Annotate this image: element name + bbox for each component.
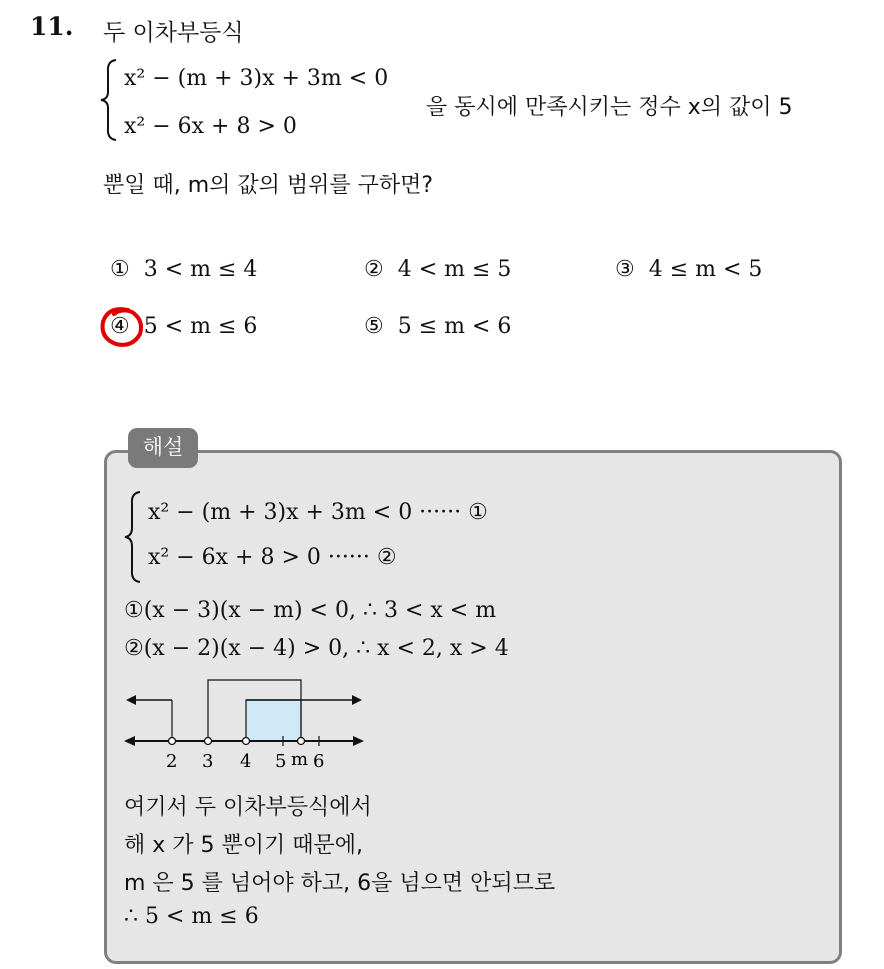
question-text-right: 을 동시에 만족시키는 정수 x의 값이 5 bbox=[426, 95, 793, 120]
solution-conclusion: ∴ 5 < m ≤ 6 bbox=[124, 904, 259, 929]
system-line-2: x² − 6x + 8 > 0 bbox=[124, 114, 297, 139]
choice-2[interactable] bbox=[364, 257, 511, 282]
tick-label-3: 3 bbox=[202, 751, 214, 772]
left-brace-icon bbox=[98, 58, 120, 142]
solution-step-1: ①(x − 3)(x − m) < 0, ∴ 3 < x < m bbox=[124, 598, 497, 623]
choice-mark: ⑤ bbox=[364, 314, 384, 339]
choice-expr: 3 < m ≤ 4 bbox=[143, 257, 258, 282]
choice-1[interactable] bbox=[110, 257, 257, 282]
solution-text-2: 해 x 가 5 뿐이기 때문에, bbox=[124, 833, 363, 858]
choice-expr: 5 ≤ m < 6 bbox=[397, 314, 512, 339]
choice-mark: ② bbox=[364, 257, 384, 282]
choice-expr: 4 < m ≤ 5 bbox=[397, 257, 512, 282]
choice-5[interactable] bbox=[364, 314, 511, 339]
tick-label-6: 6 bbox=[313, 751, 325, 772]
system-line-1: x² − (m + 3)x + 3m < 0 bbox=[124, 66, 389, 91]
choice-mark: ③ bbox=[615, 257, 635, 282]
choice-mark: ① bbox=[110, 257, 130, 282]
selection-circle-icon bbox=[98, 304, 148, 350]
number-line-diagram bbox=[120, 676, 370, 776]
solution-text-3: m 은 5 를 넘어야 하고, 6을 넘으면 안되므로 bbox=[124, 871, 556, 896]
choice-mark: ④ bbox=[110, 314, 130, 339]
solution-region bbox=[246, 700, 301, 741]
tick-label-4: 4 bbox=[240, 751, 252, 772]
choice-expr: 4 ≤ m < 5 bbox=[648, 257, 763, 282]
solution-system-line-2: x² − 6x + 8 > 0 ······ ② bbox=[148, 545, 397, 570]
choice-3[interactable] bbox=[615, 257, 762, 282]
question-text-cont: 뿐일 때, m의 값의 범위를 구하면? bbox=[103, 173, 434, 198]
tick-label-5: 5 bbox=[275, 751, 287, 772]
solution-tag: 해설 bbox=[128, 428, 198, 468]
solution-text-1: 여기서 두 이차부등식에서 bbox=[124, 795, 372, 820]
question-intro: 두 이차부등식 bbox=[103, 20, 244, 46]
tick-label-2: 2 bbox=[166, 751, 178, 772]
solution-system-line-1: x² − (m + 3)x + 3m < 0 ······ ① bbox=[148, 500, 488, 525]
solution-brace-icon bbox=[122, 490, 144, 584]
choice-expr: 5 < m ≤ 6 bbox=[143, 314, 258, 339]
tick-label-m: m bbox=[291, 749, 309, 770]
question-number: 11. bbox=[30, 12, 74, 41]
system-brace bbox=[98, 58, 120, 146]
solution-step-2: ②(x − 2)(x − 4) > 0, ∴ x < 2, x > 4 bbox=[124, 636, 509, 661]
